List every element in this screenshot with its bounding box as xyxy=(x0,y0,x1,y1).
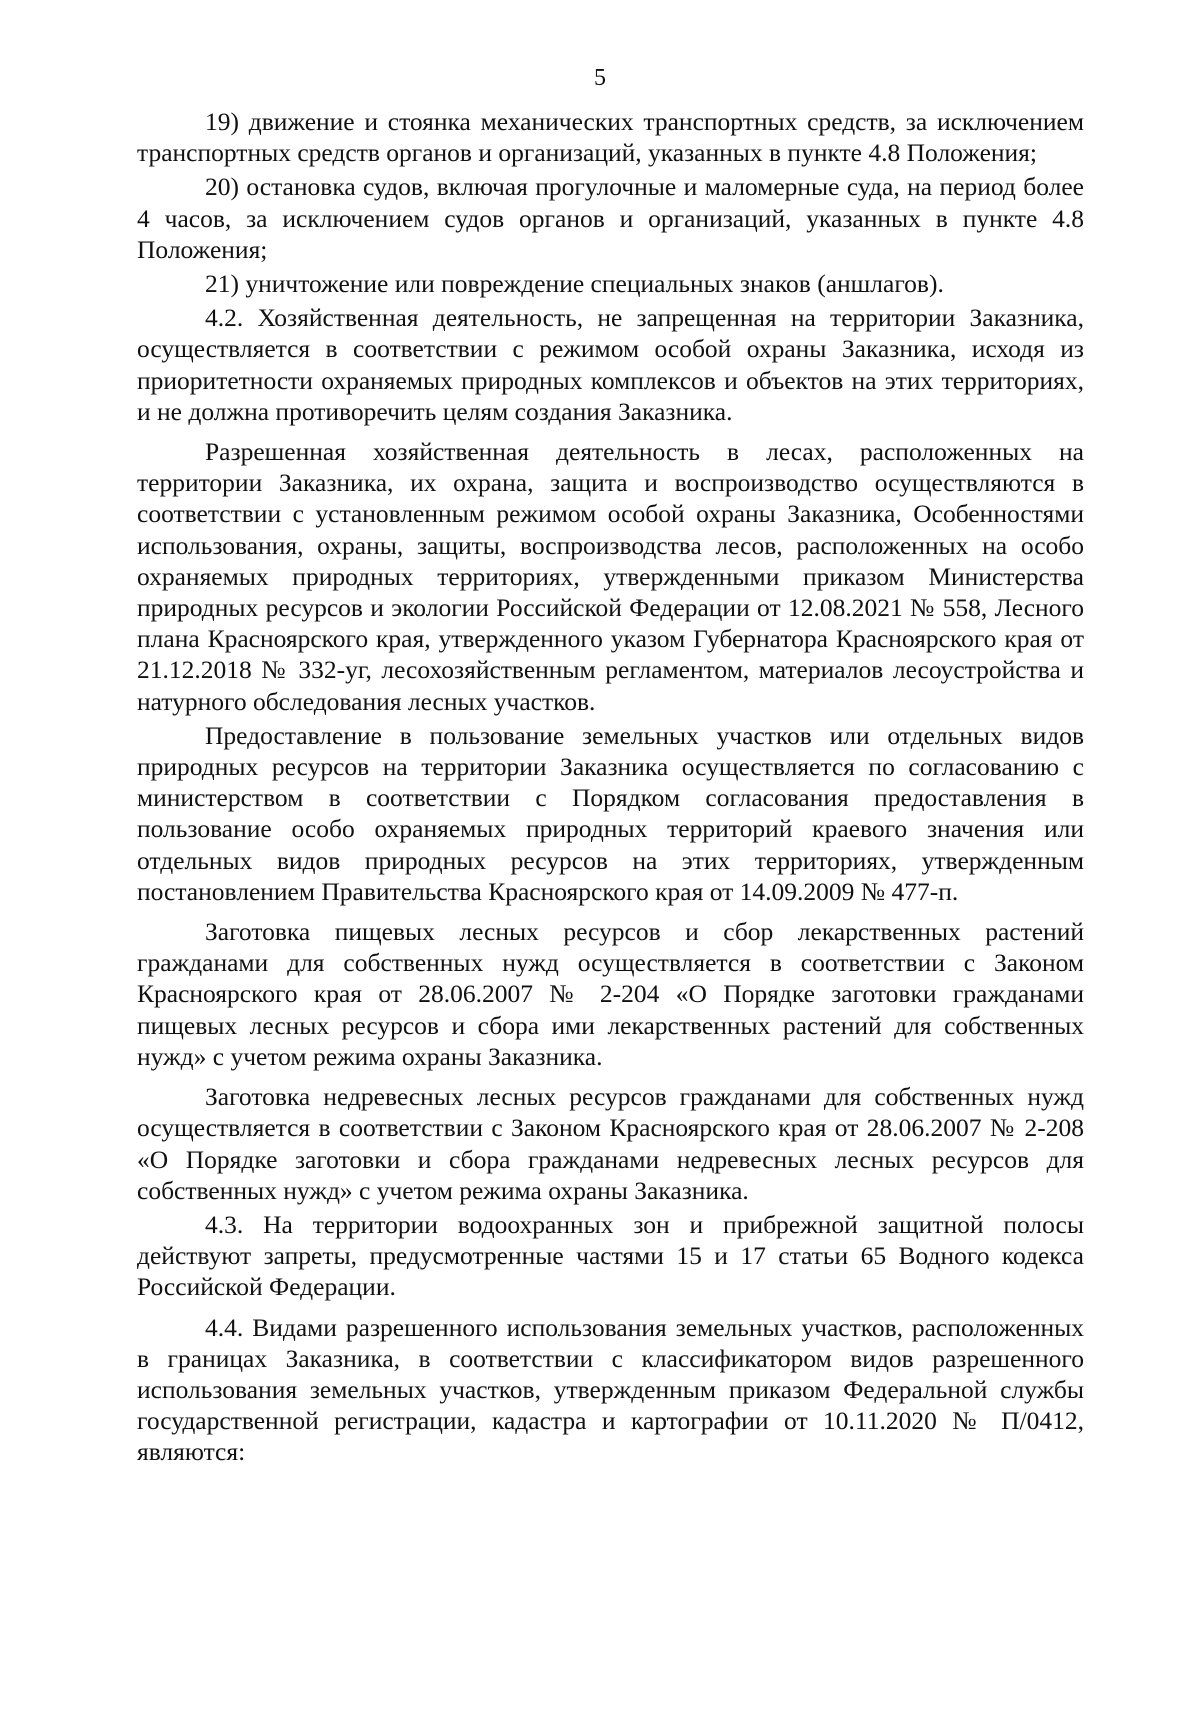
paragraph-4-4: 4.4. Видами разрешенного использования земельных участков, расположенных в границах Заказника, в соответствии с классификатором видов разрешенного использования земельных участков, утвержденным приказом Федеральной службы государственной регистрации, кадастра и картографии от 10.11.2020 № П/0412, являются: xyxy=(137,1312,1084,1467)
page-number: 5 xyxy=(594,65,606,91)
paragraph-land-use-approval: Предоставление в пользование земельных участков или отдельных видов природных ресурсов на территории Заказника осуществляется по согласованию с министерством в соответствии с Порядком согласования предоставления в пользование особо охраняемых природных территорий краевого значения или отдельных видов природных ресурсов на этих территориях, утвержденным постановлением Правительства Красноярского края от 14.09.2009 № 477-п. xyxy=(137,720,1084,906)
paragraph-4-2: 4.2. Хозяйственная деятельность, не запрещенная на территории Заказника, осуществляется в соответствии с режимом особой охраны Заказника, исходя из приоритетности охраняемых природных комплексов и объектов на этих территориях, и не должна противоречить целям создания Заказника. xyxy=(137,303,1084,426)
paragraph-item-19: 19) движение и стоянка механических транспортных средств, за исключением транспортных средств органов и организаций, указанных в пункте 4.8 Положения; xyxy=(137,107,1084,168)
paragraph-food-resources: Заготовка пищевых лесных ресурсов и сбор лекарственных растений гражданами для собственных нужд осуществляется в соответствии с Законом Красноярского края от 28.06.2007 № 2-204 «О Порядке заготовки гражданами пищевых лесных ресурсов и сбора ими лекарственных растений для собственных нужд» с учетом режима охраны Заказника. xyxy=(137,917,1084,1071)
paragraph-item-20: 20) остановка судов, включая прогулочные и маломерные суда, на период более 4 часов, за исключением судов органов и организаций, указанных в пункте 4.8 Положения; xyxy=(137,172,1084,264)
paragraph-4-3: 4.3. На территории водоохранных зон и прибрежной защитной полосы действуют запреты, предусмотренные частями 15 и 17 статьи 65 Водного кодекса Российской Федерации. xyxy=(137,1209,1084,1302)
document-body xyxy=(137,106,1084,1468)
paragraph-non-timber-resources: Заготовка недревесных лесных ресурсов гражданами для собственных нужд осуществляется в соответствии с Законом Красноярского края от 28.06.2007 № 2-208 «О Порядке заготовки и сбора гражданами недревесных лесных ресурсов для собственных нужд» с учетом режима охраны Заказника. xyxy=(137,1082,1084,1205)
paragraph-forest-activity: Разрешенная хозяйственная деятельность в лесах, расположенных на территории Заказника, их охрана, защита и воспроизводство осуществляются в соответствии с установленным режимом особой охраны Заказника, Особенностями использования, охраны, защиты, воспроизводства лесов, расположенных на особо охраняемых природных территориях, утвержденными приказом Министерства природных ресурсов и экологии Российской Федерации от 12.08.2021 № 558, Лесного плана Красноярского края, утвержденного указом Губернатора Красноярского края от 21.12.2018 № 332-уг, лесохозяйственным регламентом, материалов лесоустройства и натурного обследования лесных участков. xyxy=(137,437,1084,716)
paragraph-item-21: 21) уничтожение или повреждение специальных знаков (аншлагов). xyxy=(205,269,944,299)
